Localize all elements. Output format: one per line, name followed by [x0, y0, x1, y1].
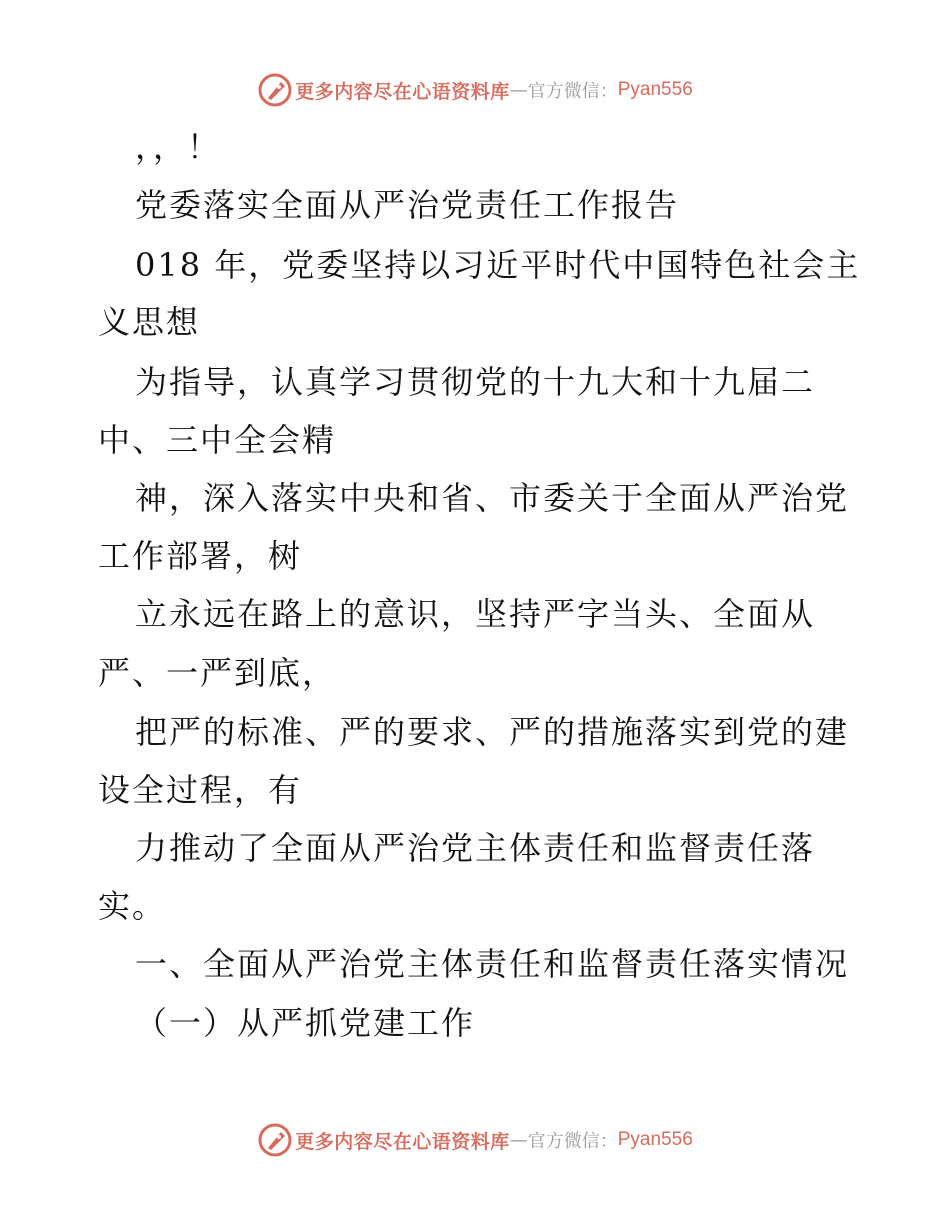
- pen-nib-logo-icon: [257, 72, 293, 108]
- subsection-heading: （一）从严抓党建工作: [135, 1004, 476, 1042]
- banner-brand-text: 更多内容尽在心语资料库: [295, 1130, 510, 1153]
- banner-dash: —: [509, 79, 528, 101]
- paragraph-line: 设全过程，有: [98, 771, 303, 809]
- pen-nib-logo-icon: [257, 1122, 293, 1158]
- paragraph-line: 为指导，认真学习贯彻党的十九大和十九届二: [135, 363, 816, 401]
- banner-wechat-label: 官方微信：: [527, 81, 618, 102]
- paragraph-line: 实。: [98, 887, 167, 925]
- paragraph-line: 立永远在路上的意识，坚持严字当头、全面从: [135, 595, 816, 633]
- banner-dash: —: [509, 1129, 528, 1151]
- paragraph-line: 神，深入落实中央和省、市委关于全面从严治党: [135, 479, 850, 517]
- banner-wechat-id: Pyan556: [617, 79, 693, 100]
- section-heading: 一、全面从严治党主体责任和监督责任落实情况: [135, 945, 850, 983]
- text-line-punctuation: ，，！: [135, 128, 222, 166]
- paragraph-line: 工作部署，树: [98, 537, 303, 575]
- paragraph-line: 018 年，党委坚持以习近平时代中国特色社会主: [135, 246, 861, 284]
- paragraph-line: 严、一严到底，: [98, 654, 337, 692]
- header-banner: [0, 70, 950, 110]
- paragraph-line: 力推动了全面从严治党主体责任和监督责任落: [135, 829, 816, 867]
- paragraph-line: 把严的标准、严的要求、严的措施落实到党的建: [135, 713, 850, 751]
- banner-wechat-label: 官方微信：: [527, 1131, 618, 1152]
- banner-brand-text: 更多内容尽在心语资料库: [295, 80, 510, 103]
- banner-wechat-id: Pyan556: [617, 1129, 693, 1150]
- document-title: 党委落实全面从严治党责任工作报告: [135, 186, 680, 224]
- footer-banner: [0, 1120, 950, 1160]
- paragraph-line: 义思想: [98, 303, 201, 341]
- paragraph-line: 中、三中全会精: [98, 421, 337, 459]
